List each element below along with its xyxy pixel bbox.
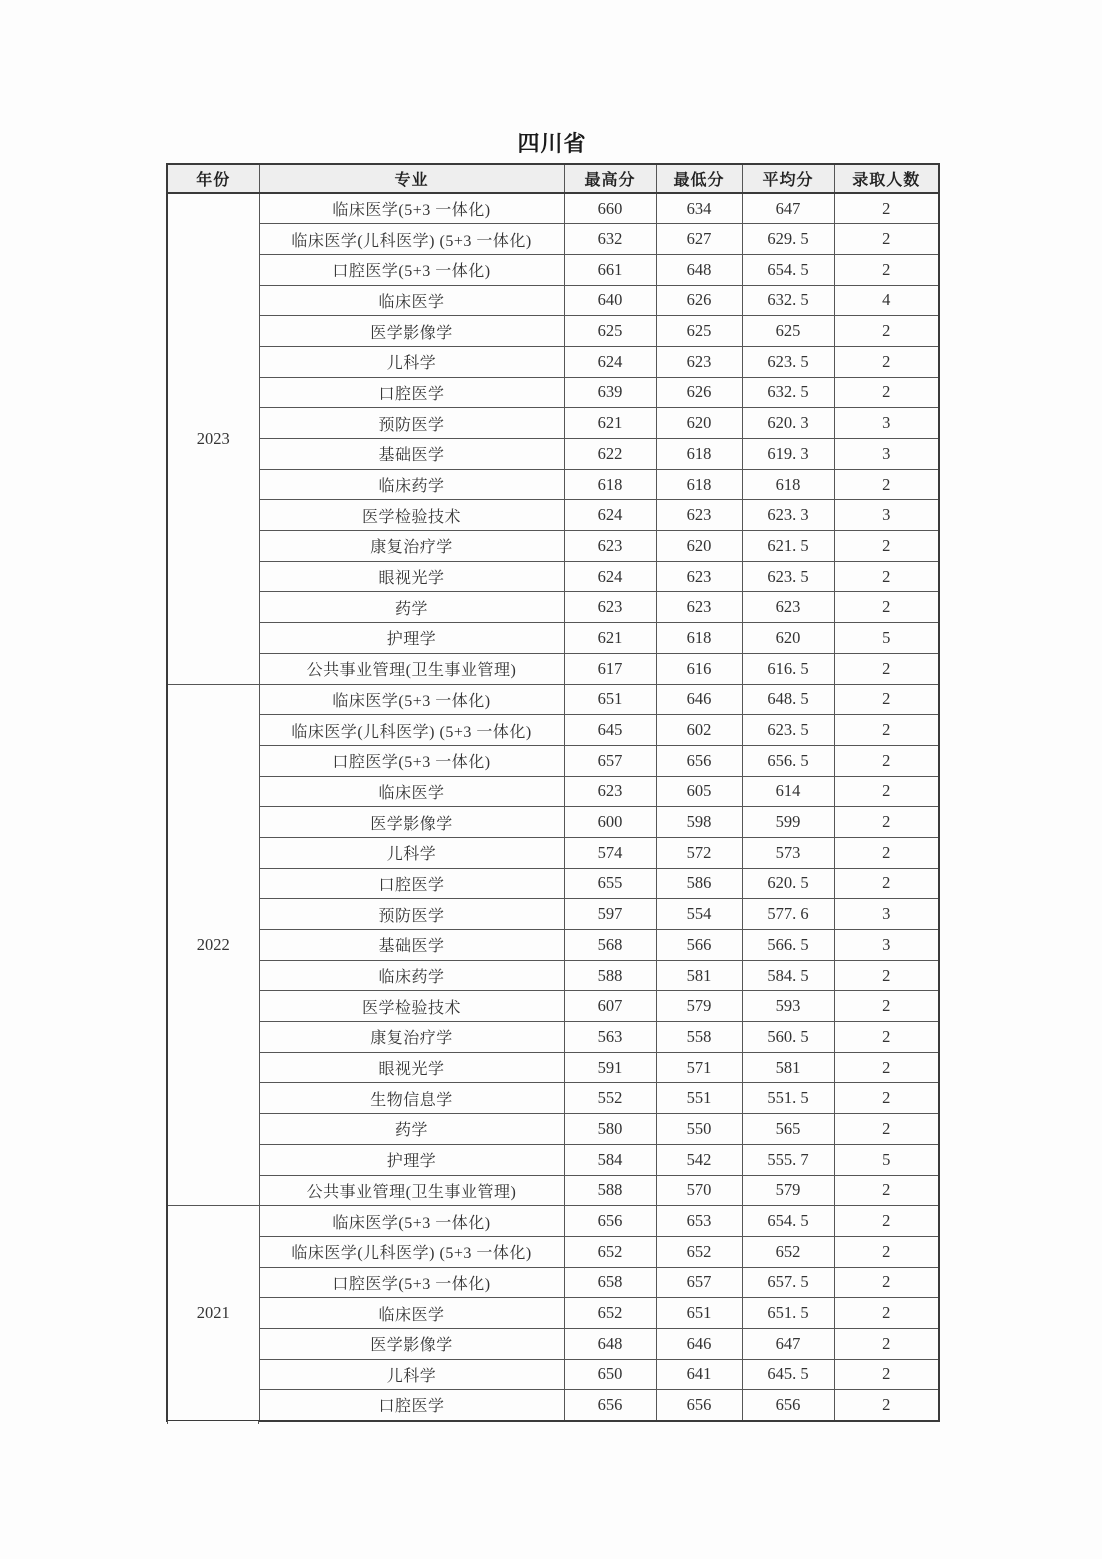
major-cell: 口腔医学(5+3 一体化) (259, 745, 564, 776)
max-score-cell: 563 (564, 1022, 656, 1053)
admitted-count-cell: 2 (834, 776, 939, 807)
year-cell: 2022 (167, 684, 259, 1206)
min-score-cell: 605 (656, 776, 742, 807)
avg-score-cell: 652 (742, 1236, 834, 1267)
table-row (167, 500, 939, 531)
table-row (167, 807, 939, 838)
table-row (167, 837, 939, 868)
min-score-cell: 572 (656, 837, 742, 868)
table-row (167, 1083, 939, 1114)
avg-score-cell: 599 (742, 807, 834, 838)
major-cell: 公共事业管理(卫生事业管理) (259, 1175, 564, 1206)
max-score-cell: 552 (564, 1083, 656, 1114)
avg-score-cell: 593 (742, 991, 834, 1022)
major-cell: 康复治疗学 (259, 1022, 564, 1053)
table-row (167, 561, 939, 592)
table-row (167, 745, 939, 776)
table-row (167, 623, 939, 654)
admitted-count-cell: 2 (834, 1328, 939, 1359)
max-score-cell: 655 (564, 868, 656, 899)
avg-score-cell: 579 (742, 1175, 834, 1206)
table-row (167, 1328, 939, 1359)
table-row (167, 960, 939, 991)
major-cell: 医学影像学 (259, 316, 564, 347)
admitted-count-cell: 2 (834, 1359, 939, 1390)
avg-score-cell: 648. 5 (742, 684, 834, 715)
table-row (167, 1298, 939, 1329)
admitted-count-cell: 2 (834, 715, 939, 746)
avg-score-cell: 629. 5 (742, 224, 834, 255)
max-score-cell: 632 (564, 224, 656, 255)
avg-score-cell: 577. 6 (742, 899, 834, 930)
major-cell: 临床医学 (259, 1298, 564, 1329)
table-row (167, 1175, 939, 1206)
table-row (167, 193, 939, 224)
max-score-cell: 658 (564, 1267, 656, 1298)
admitted-count-cell: 2 (834, 807, 939, 838)
min-score-cell: 586 (656, 868, 742, 899)
avg-score-cell: 623. 5 (742, 346, 834, 377)
admitted-count-cell: 2 (834, 254, 939, 285)
table-row (167, 377, 939, 408)
col-header-min-score: 最低分 (656, 164, 742, 193)
admitted-count-cell: 2 (834, 684, 939, 715)
min-score-cell: 651 (656, 1298, 742, 1329)
col-header-admitted-count: 录取人数 (834, 164, 939, 193)
table-row (167, 715, 939, 746)
admitted-count-cell: 2 (834, 1175, 939, 1206)
max-score-cell: 661 (564, 254, 656, 285)
max-score-cell: 648 (564, 1328, 656, 1359)
admitted-count-cell: 5 (834, 1144, 939, 1175)
min-score-cell: 598 (656, 807, 742, 838)
table-row (167, 285, 939, 316)
major-cell: 儿科学 (259, 837, 564, 868)
avg-score-cell: 566. 5 (742, 930, 834, 961)
max-score-cell: 623 (564, 531, 656, 562)
avg-score-cell: 560. 5 (742, 1022, 834, 1053)
max-score-cell: 625 (564, 316, 656, 347)
table-row (167, 1359, 939, 1390)
max-score-cell: 618 (564, 469, 656, 500)
min-score-cell: 581 (656, 960, 742, 991)
min-score-cell: 571 (656, 1052, 742, 1083)
avg-score-cell: 654. 5 (742, 254, 834, 285)
admitted-count-cell: 2 (834, 1206, 939, 1237)
major-cell: 护理学 (259, 623, 564, 654)
major-cell: 医学检验技术 (259, 500, 564, 531)
avg-score-cell: 581 (742, 1052, 834, 1083)
admitted-count-cell: 2 (834, 1236, 939, 1267)
max-score-cell: 580 (564, 1114, 656, 1145)
avg-score-cell: 645. 5 (742, 1359, 834, 1390)
major-cell: 临床医学(5+3 一体化) (259, 193, 564, 224)
max-score-cell: 597 (564, 899, 656, 930)
min-score-cell: 656 (656, 1390, 742, 1421)
admitted-count-cell: 2 (834, 1390, 939, 1421)
major-cell: 医学影像学 (259, 1328, 564, 1359)
admitted-count-cell: 2 (834, 960, 939, 991)
min-score-cell: 627 (656, 224, 742, 255)
max-score-cell: 622 (564, 439, 656, 470)
admitted-count-cell: 2 (834, 745, 939, 776)
table-row (167, 1206, 939, 1237)
table-row (167, 776, 939, 807)
admitted-count-cell: 2 (834, 193, 939, 224)
year-cell: 2021 (167, 1206, 259, 1421)
max-score-cell: 591 (564, 1052, 656, 1083)
admitted-count-cell: 5 (834, 623, 939, 654)
col-header-max-score: 最高分 (564, 164, 656, 193)
major-cell: 药学 (259, 1114, 564, 1145)
avg-score-cell: 618 (742, 469, 834, 500)
avg-score-cell: 584. 5 (742, 960, 834, 991)
max-score-cell: 621 (564, 623, 656, 654)
admitted-count-cell: 2 (834, 377, 939, 408)
table-row (167, 592, 939, 623)
min-score-cell: 550 (656, 1114, 742, 1145)
table-row (167, 684, 939, 715)
table-row (167, 930, 939, 961)
min-score-cell: 602 (656, 715, 742, 746)
major-cell: 口腔医学 (259, 1390, 564, 1421)
major-cell: 口腔医学 (259, 377, 564, 408)
avg-score-cell: 555. 7 (742, 1144, 834, 1175)
admitted-count-cell: 2 (834, 1114, 939, 1145)
avg-score-cell: 656 (742, 1390, 834, 1421)
avg-score-cell: 623 (742, 592, 834, 623)
admitted-count-cell: 2 (834, 991, 939, 1022)
page-title: 四川省 (517, 131, 587, 156)
min-score-cell: 620 (656, 408, 742, 439)
min-score-cell: 620 (656, 531, 742, 562)
min-score-cell: 618 (656, 623, 742, 654)
avg-score-cell: 657. 5 (742, 1267, 834, 1298)
avg-score-cell: 647 (742, 193, 834, 224)
table-row (167, 469, 939, 500)
admitted-count-cell: 2 (834, 531, 939, 562)
max-score-cell: 657 (564, 745, 656, 776)
avg-score-cell: 620. 5 (742, 868, 834, 899)
avg-score-cell: 614 (742, 776, 834, 807)
table-row (167, 316, 939, 347)
avg-score-cell: 632. 5 (742, 377, 834, 408)
major-cell: 临床药学 (259, 469, 564, 500)
table-header-row (167, 164, 939, 193)
min-score-cell: 652 (656, 1236, 742, 1267)
admitted-count-cell: 3 (834, 408, 939, 439)
avg-score-cell: 651. 5 (742, 1298, 834, 1329)
major-cell: 预防医学 (259, 408, 564, 439)
table-row (167, 653, 939, 684)
max-score-cell: 617 (564, 653, 656, 684)
max-score-cell: 624 (564, 561, 656, 592)
min-score-cell: 623 (656, 561, 742, 592)
major-cell: 公共事业管理(卫生事业管理) (259, 653, 564, 684)
table-cutoff-gap (167, 1421, 259, 1424)
admitted-count-cell: 2 (834, 1267, 939, 1298)
admitted-count-cell: 2 (834, 561, 939, 592)
avg-score-cell: 623. 3 (742, 500, 834, 531)
max-score-cell: 652 (564, 1298, 656, 1329)
min-score-cell: 623 (656, 346, 742, 377)
col-header-avg-score: 平均分 (742, 164, 834, 193)
min-score-cell: 656 (656, 745, 742, 776)
major-cell: 临床医学(5+3 一体化) (259, 1206, 564, 1237)
max-score-cell: 574 (564, 837, 656, 868)
min-score-cell: 623 (656, 592, 742, 623)
min-score-cell: 648 (656, 254, 742, 285)
min-score-cell: 542 (656, 1144, 742, 1175)
major-cell: 口腔医学(5+3 一体化) (259, 254, 564, 285)
major-cell: 基础医学 (259, 930, 564, 961)
table-row (167, 1052, 939, 1083)
major-cell: 生物信息学 (259, 1083, 564, 1114)
admitted-count-cell: 2 (834, 837, 939, 868)
col-header-year: 年份 (167, 164, 259, 193)
max-score-cell: 600 (564, 807, 656, 838)
avg-score-cell: 573 (742, 837, 834, 868)
min-score-cell: 566 (656, 930, 742, 961)
admitted-count-cell: 4 (834, 285, 939, 316)
min-score-cell: 657 (656, 1267, 742, 1298)
max-score-cell: 568 (564, 930, 656, 961)
major-cell: 临床医学 (259, 776, 564, 807)
major-cell: 儿科学 (259, 1359, 564, 1390)
table-row (167, 1144, 939, 1175)
table-row (167, 868, 939, 899)
min-score-cell: 625 (656, 316, 742, 347)
major-cell: 口腔医学 (259, 868, 564, 899)
min-score-cell: 554 (656, 899, 742, 930)
max-score-cell: 588 (564, 1175, 656, 1206)
min-score-cell: 634 (656, 193, 742, 224)
min-score-cell: 623 (656, 500, 742, 531)
avg-score-cell: 625 (742, 316, 834, 347)
table-row (167, 991, 939, 1022)
max-score-cell: 623 (564, 776, 656, 807)
min-score-cell: 551 (656, 1083, 742, 1114)
table-row (167, 1114, 939, 1145)
major-cell: 临床医学(儿科医学) (5+3 一体化) (259, 715, 564, 746)
major-cell: 眼视光学 (259, 1052, 564, 1083)
admitted-count-cell: 3 (834, 500, 939, 531)
year-cell: 2023 (167, 193, 259, 684)
max-score-cell: 624 (564, 346, 656, 377)
major-cell: 临床医学 (259, 285, 564, 316)
min-score-cell: 641 (656, 1359, 742, 1390)
max-score-cell: 645 (564, 715, 656, 746)
max-score-cell: 656 (564, 1206, 656, 1237)
admitted-count-cell: 2 (834, 469, 939, 500)
admitted-count-cell: 2 (834, 316, 939, 347)
col-header-major: 专业 (259, 164, 564, 193)
table-row (167, 1236, 939, 1267)
admitted-count-cell: 3 (834, 930, 939, 961)
max-score-cell: 639 (564, 377, 656, 408)
min-score-cell: 570 (656, 1175, 742, 1206)
admitted-count-cell: 3 (834, 439, 939, 470)
admitted-count-cell: 2 (834, 346, 939, 377)
max-score-cell: 656 (564, 1390, 656, 1421)
table-row (167, 224, 939, 255)
avg-score-cell: 620 (742, 623, 834, 654)
max-score-cell: 588 (564, 960, 656, 991)
min-score-cell: 626 (656, 285, 742, 316)
avg-score-cell: 620. 3 (742, 408, 834, 439)
avg-score-cell: 616. 5 (742, 653, 834, 684)
major-cell: 预防医学 (259, 899, 564, 930)
admission-scores-table-wrap (166, 163, 938, 1422)
admitted-count-cell: 2 (834, 1298, 939, 1329)
min-score-cell: 653 (656, 1206, 742, 1237)
avg-score-cell: 647 (742, 1328, 834, 1359)
major-cell: 医学检验技术 (259, 991, 564, 1022)
min-score-cell: 579 (656, 991, 742, 1022)
admitted-count-cell: 2 (834, 592, 939, 623)
table-row (167, 346, 939, 377)
table-row (167, 408, 939, 439)
major-cell: 眼视光学 (259, 561, 564, 592)
max-score-cell: 624 (564, 500, 656, 531)
max-score-cell: 652 (564, 1236, 656, 1267)
admitted-count-cell: 3 (834, 899, 939, 930)
admitted-count-cell: 2 (834, 653, 939, 684)
avg-score-cell: 621. 5 (742, 531, 834, 562)
max-score-cell: 584 (564, 1144, 656, 1175)
major-cell: 临床医学(儿科医学) (5+3 一体化) (259, 224, 564, 255)
major-cell: 临床药学 (259, 960, 564, 991)
avg-score-cell: 565 (742, 1114, 834, 1145)
avg-score-cell: 632. 5 (742, 285, 834, 316)
major-cell: 护理学 (259, 1144, 564, 1175)
max-score-cell: 623 (564, 592, 656, 623)
max-score-cell: 651 (564, 684, 656, 715)
table-row (167, 899, 939, 930)
admitted-count-cell: 2 (834, 1052, 939, 1083)
admitted-count-cell: 2 (834, 1083, 939, 1114)
min-score-cell: 616 (656, 653, 742, 684)
min-score-cell: 618 (656, 469, 742, 500)
table-row (167, 1022, 939, 1053)
major-cell: 药学 (259, 592, 564, 623)
avg-score-cell: 623. 5 (742, 715, 834, 746)
major-cell: 医学影像学 (259, 807, 564, 838)
min-score-cell: 558 (656, 1022, 742, 1053)
min-score-cell: 626 (656, 377, 742, 408)
avg-score-cell: 654. 5 (742, 1206, 834, 1237)
major-cell: 临床医学(5+3 一体化) (259, 684, 564, 715)
table-row (167, 439, 939, 470)
avg-score-cell: 623. 5 (742, 561, 834, 592)
admitted-count-cell: 2 (834, 1022, 939, 1053)
min-score-cell: 646 (656, 684, 742, 715)
major-cell: 基础医学 (259, 439, 564, 470)
max-score-cell: 640 (564, 285, 656, 316)
table-row (167, 1267, 939, 1298)
max-score-cell: 621 (564, 408, 656, 439)
admitted-count-cell: 2 (834, 224, 939, 255)
max-score-cell: 660 (564, 193, 656, 224)
major-cell: 康复治疗学 (259, 531, 564, 562)
admission-scores-table (166, 163, 940, 1422)
table-row (167, 531, 939, 562)
avg-score-cell: 619. 3 (742, 439, 834, 470)
admitted-count-cell: 2 (834, 868, 939, 899)
table-row (167, 1390, 939, 1421)
avg-score-cell: 551. 5 (742, 1083, 834, 1114)
min-score-cell: 646 (656, 1328, 742, 1359)
max-score-cell: 650 (564, 1359, 656, 1390)
max-score-cell: 607 (564, 991, 656, 1022)
major-cell: 临床医学(儿科医学) (5+3 一体化) (259, 1236, 564, 1267)
major-cell: 口腔医学(5+3 一体化) (259, 1267, 564, 1298)
min-score-cell: 618 (656, 439, 742, 470)
avg-score-cell: 656. 5 (742, 745, 834, 776)
table-row (167, 254, 939, 285)
major-cell: 儿科学 (259, 346, 564, 377)
